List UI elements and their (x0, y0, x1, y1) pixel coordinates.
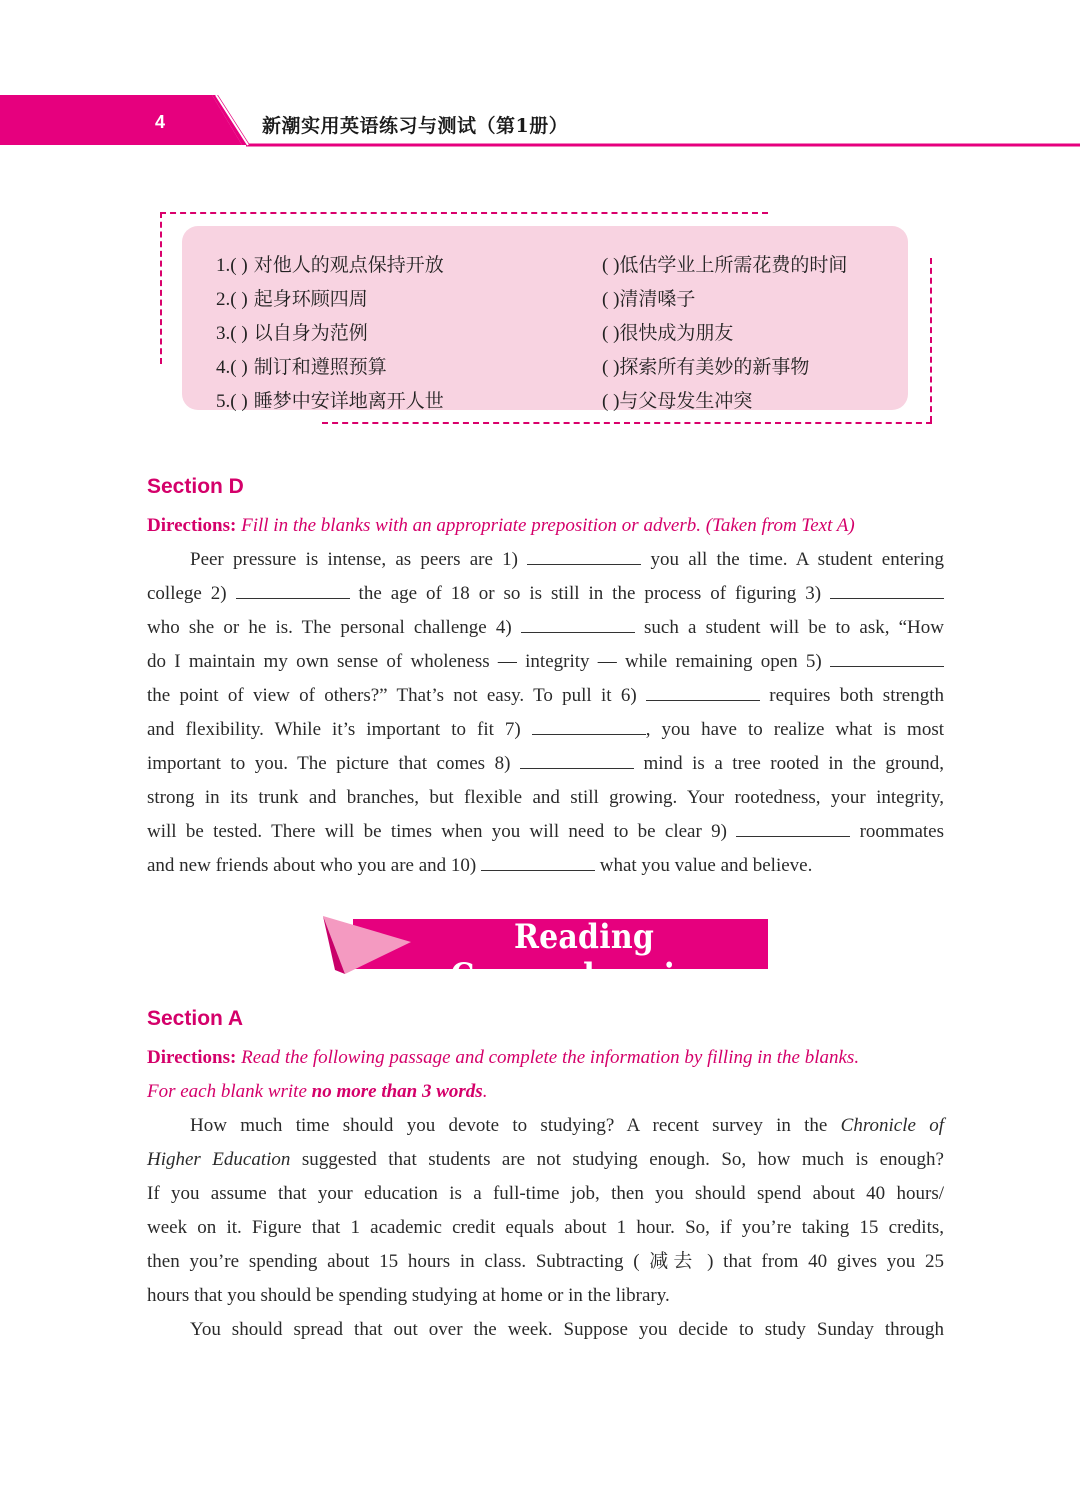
match-right-item: ( )探索所有美妙的新事物 (602, 356, 810, 378)
match-right-item: ( )低估学业上所需花费的时间 (602, 254, 848, 276)
passage-line: the point of view of others?” That’s not easy. To pull it 6) requires both strength (147, 679, 944, 713)
fill-blank[interactable] (830, 648, 944, 667)
fill-blank[interactable] (481, 852, 595, 871)
banner-title: Reading Comprehension (450, 917, 718, 997)
section-d-passage (147, 543, 944, 883)
dashed-frame-left (160, 212, 162, 364)
match-left-item: 1.( ) 对他人的观点保持开放 (216, 254, 444, 276)
section-d-title: Section D (147, 475, 244, 498)
matching-panel (182, 226, 908, 410)
fill-blank[interactable] (527, 546, 641, 565)
fill-blank[interactable] (520, 750, 634, 769)
match-right-item: ( )与父母发生冲突 (602, 390, 753, 412)
fill-blank[interactable] (236, 580, 350, 599)
passage-line: strong in its trunk and branches, but flexible and still growing. Your rootedness, your integrity, (147, 787, 944, 808)
page-number: 4 (154, 112, 165, 132)
match-left-item: 3.( ) 以自身为范例 (216, 322, 368, 344)
section-a-passage (147, 1109, 944, 1347)
passage-line: do I maintain my own sense of wholeness — integrity — while remaining open 5) (147, 645, 944, 679)
passage-line: and flexibility. While it’s important to fit 7) , you have to realize what is most (147, 713, 944, 747)
passage-line: college 2) the age of 18 or so is still in the process of figuring 3) (147, 577, 944, 611)
section-d-directions: Directions: Fill in the blanks with an appropriate preposition or adverb. (Taken from Text A) (147, 515, 855, 536)
dashed-frame-top (160, 212, 768, 214)
passage-line: If you assume that your education is a full-time job, then you should spend about 40 hours/ (147, 1183, 944, 1204)
fill-blank[interactable] (736, 818, 850, 837)
section-a-title: Section A (147, 1007, 244, 1030)
passage-line: important to you. The picture that comes 8) mind is a tree rooted in the ground, (147, 747, 944, 781)
fill-blank[interactable] (532, 716, 646, 735)
match-right-item: ( )清清嗓子 (602, 288, 696, 310)
passage-line: hours that you should be spending studying at home or in the library. (147, 1285, 670, 1306)
passage-line: and new friends about who you are and 10) what you value and believe. (147, 849, 944, 883)
passage-line: then you’re spending about 15 hours in class. Subtracting ( 减去 ) that from 40 gives you 25 (147, 1251, 944, 1272)
passage-line: who she or he is. The personal challenge 4) such a student will be to ask, “How (147, 611, 944, 645)
fill-blank[interactable] (521, 614, 635, 633)
match-right-item: ( )很快成为朋友 (602, 322, 734, 344)
dashed-frame-bottom (322, 422, 932, 424)
fill-blank[interactable] (646, 682, 760, 701)
passage-line: Peer pressure is intense, as peers are 1) you all the time. A student entering (147, 543, 944, 577)
fill-blank[interactable] (830, 580, 944, 599)
passage-line: Higher Education suggested that students are not studying enough. So, how much is enough? (147, 1149, 944, 1170)
passage-line: How much time should you devote to studying? A recent survey in the Chronicle of (190, 1115, 944, 1136)
passage-line: You should spread that out over the week. Suppose you decide to study Sunday through (190, 1319, 944, 1340)
match-left-item: 5.( ) 睡梦中安详地离开人世 (216, 390, 444, 412)
matching-exercise (160, 212, 932, 424)
section-a-directions: Directions: Read the following passage and complete the information by filling in the blanks. For each blank write no more than 3 words. (147, 1047, 860, 1102)
passage-line: will be tested. There will be times when you will need to be clear 9) roommates (147, 815, 944, 849)
match-left-item: 2.( ) 起身环顾四周 (216, 288, 368, 310)
dashed-frame-right (930, 258, 932, 422)
passage-line: week on it. Figure that 1 academic credit equals about 1 hour. So, if you’re taking 15 credits, (147, 1217, 944, 1238)
book-title: 新潮实用英语练习与测试（第1册） (262, 115, 569, 137)
match-left-item: 4.( ) 制订和遵照预算 (216, 356, 387, 378)
